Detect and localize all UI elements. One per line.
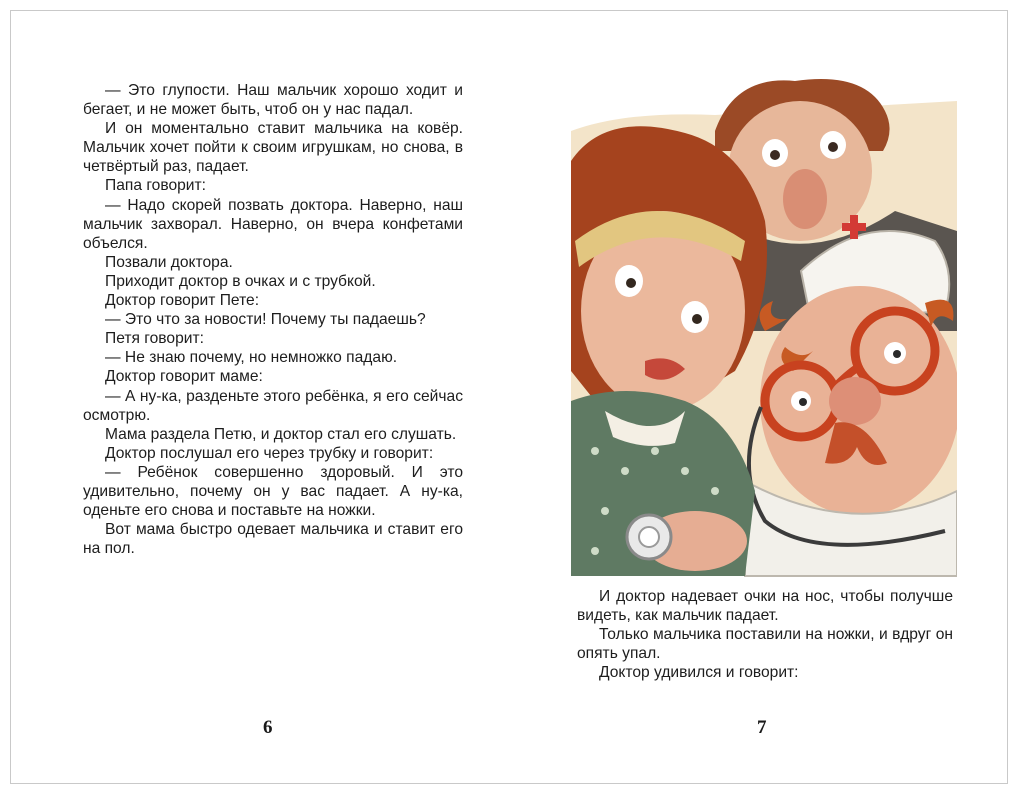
paragraph: Приходит доктор в очках и с трубкой. (105, 272, 376, 290)
right-page-text (577, 587, 953, 682)
doctor-family-illustration-icon (565, 71, 957, 579)
paragraph: Доктор говорит маме: (105, 368, 263, 386)
paragraph: Доктор удивился и говорит: (599, 664, 799, 682)
paragraph: Мама раздела Петю, и доктор стал его слушать. (105, 425, 457, 443)
paragraph: Папа говорит: (105, 177, 206, 195)
page-number-right: 7 (757, 717, 767, 738)
paragraph: Доктор говорит Пете: (105, 292, 260, 310)
paragraph: Позвали доктора. (105, 253, 233, 271)
book-spread (10, 10, 1008, 784)
paragraph: — Ребёнок совершенно здоровый. И это удивительно, почему он у вас падает. А ну-ка, оденьте его снова и поставьте на ножки. (83, 463, 463, 520)
paragraph: — Надо скорей позвать доктора. Наверно, наш мальчик захворал. Наверно, он вчера конфетами объелся. (83, 196, 463, 252)
paragraph: И он моментально ставит мальчика на ковёр. Мальчик хочет пойти к своим игрушкам, но снова, в четвёртый раз, падает. (83, 120, 463, 176)
paragraph: И доктор надевает очки на нос, чтобы получше видеть, как мальчик падает. (577, 588, 953, 625)
paragraph: Петя говорит: (105, 330, 204, 348)
paragraph: Только мальчика поставили на ножки, и вдруг он опять упал. (577, 626, 953, 663)
paragraph: Вот мама быстро одевает мальчика и ставит его на пол. (83, 521, 463, 558)
paragraph: Доктор послушал его через трубку и говорит: (105, 444, 434, 462)
paragraph: — Не знаю почему, но немножко падаю. (105, 349, 398, 367)
paragraph: — Это что за новости! Почему ты падаешь? (105, 311, 426, 329)
page-number-left: 6 (263, 717, 273, 738)
left-page-text (83, 81, 463, 558)
paragraph: — А ну-ка, разденьте этого ребёнка, я его сейчас осмотрю. (83, 387, 463, 424)
paragraph: — Это глупости. Наш мальчик хорошо ходит и бегает, и не может быть, чтоб он у нас падал. (83, 82, 463, 119)
